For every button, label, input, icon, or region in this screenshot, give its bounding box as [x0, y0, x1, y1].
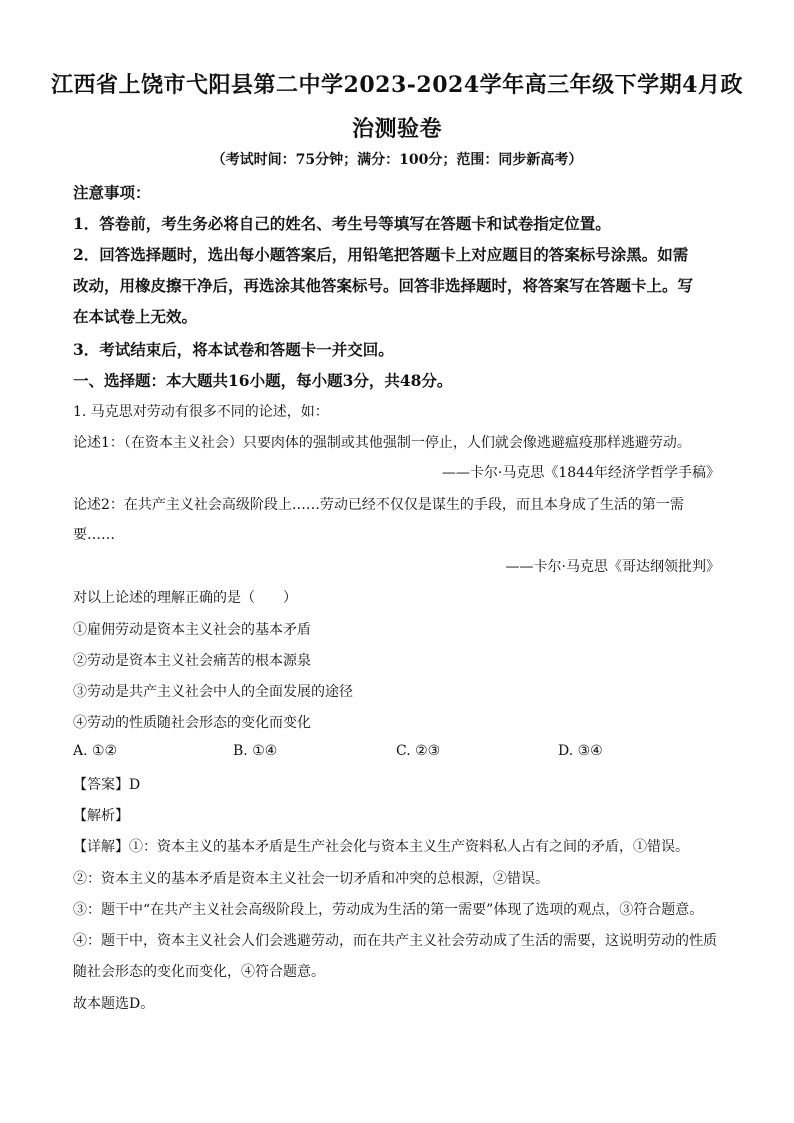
exam-subtitle: （考试时间：75分钟；满分：100分；范围：同步新高考） [211, 152, 583, 168]
detail-line-5: 随社会形态的变化而变化，④符合题意。 [73, 964, 325, 980]
quote-2-line1: 论述2：在共产主义社会高级阶段上……劳动已经不仅仅是谋生的手段，而且本身成了生活的第一需 [73, 497, 684, 513]
detail-line-6: 故本题选D。 [73, 996, 155, 1012]
notice-item-2-line3: 在本试卷上无效。 [73, 307, 198, 326]
answer-line: 【答案】D [73, 777, 141, 793]
statement-3: ③劳动是共产主义社会中人的全面发展的途径 [73, 684, 353, 700]
notice-item-2-line2: 改动，用橡皮擦干净后，再选涂其他答案标号。回答非选择题时，将答案写在答题卡上。写 [73, 276, 694, 295]
option-b: B. ①④ [233, 743, 278, 759]
quote-2-source: ——卡尔·马克思《哥达纲领批判》 [505, 559, 720, 575]
analysis-label: 【解析】 [73, 808, 129, 824]
section-heading: 一、选择题：本大题共16小题，每小题3分，共48分。 [73, 371, 453, 390]
detail-line-3: ③：题干中“在共产主义社会高级阶段上，劳动成为生活的第一需要”体现了选项的观点，③符合题意。 [73, 902, 704, 918]
statement-2: ②劳动是资本主义社会痛苦的根本源泉 [73, 653, 311, 669]
exam-title-line1: 江西省上饶市弋阳县第二中学2023-2024学年高三年级下学期4月政 [51, 72, 743, 98]
detail-line-4: ④：题干中，资本主义社会人们会逃避劳动，而在共产主义社会劳动成了生活的需要，这说明劳动的性质 [73, 933, 717, 949]
quote-2-line2: 要…… [73, 527, 115, 543]
detail-line-1: 【详解】①：资本主义的基本矛盾是生产社会化与资本主义生产资料私人占有之间的矛盾，①错误。 [73, 839, 689, 855]
option-c: C. ②③ [396, 743, 441, 759]
notice-heading: 注意事项： [73, 183, 151, 202]
option-d: D. ③④ [558, 743, 603, 759]
option-a: A. ①② [73, 743, 118, 759]
statement-4: ④劳动的性质随社会形态的变化而变化 [73, 715, 311, 731]
notice-item-2-line1: 2．回答选择题时，选出每小题答案后，用铅笔把答题卡上对应题目的答案标号涂黑。如需 [73, 245, 689, 264]
statement-1: ①雇佣劳动是资本主义社会的基本矛盾 [73, 622, 311, 638]
quote-1: 论述1：（在资本主义社会）只要肉体的强制或其他强制一停止，人们就会像逃避瘟疫那样逃避劳动。 [73, 435, 691, 451]
notice-item-3: 3．考试结束后，将本试卷和答题卡一并交回。 [73, 340, 394, 359]
quote-1-source: ——卡尔·马克思《1844年经济学哲学手稿》 [441, 465, 720, 481]
question-stem: 1. 马克思对劳动有很多不同的论述，如： [73, 404, 329, 420]
detail-line-2: ②：资本主义的基本矛盾是资本主义社会一切矛盾和冲突的总根源，②错误。 [73, 871, 549, 887]
question-prompt: 对以上论述的理解正确的是（ ） [73, 590, 297, 606]
exam-title-line2: 治测验卷 [351, 116, 442, 142]
notice-item-1: 1．答卷前，考生务必将自己的姓名、考生号等填写在答题卡和试卷指定位置。 [73, 214, 611, 233]
